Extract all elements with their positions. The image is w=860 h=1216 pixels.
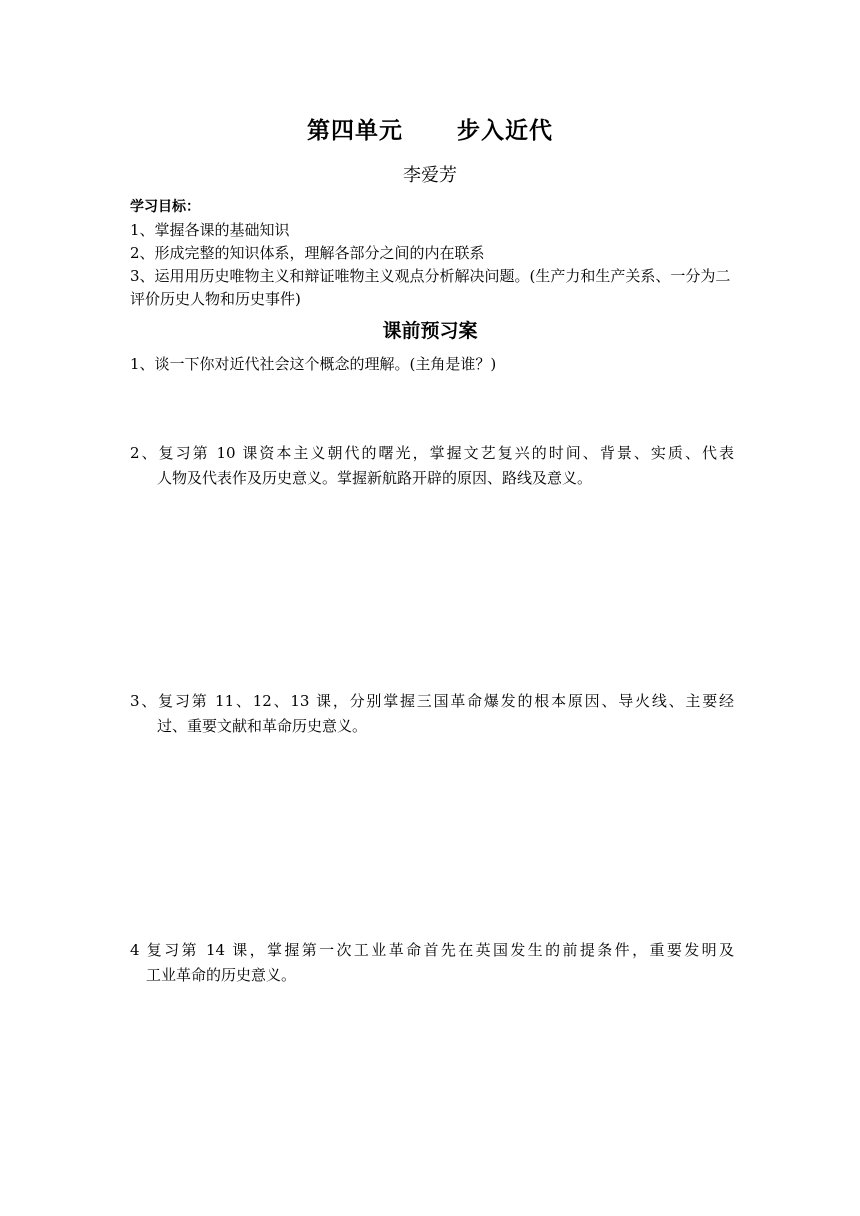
question-4 — [130, 938, 734, 988]
objective-item: 1、掌握各课的基础知识 — [130, 221, 290, 239]
preview-section-heading: 课前预习案 — [382, 320, 478, 342]
question-3-line-1: 3、复习第 11、12、13 课，分别掌握三国革命爆发的根本原因、导火线、主要经 — [130, 692, 734, 710]
question-1-text: 1、谈一下你对近代社会这个概念的理解。(主角是谁？) — [130, 355, 497, 373]
objectives-heading: 学习目标： — [130, 199, 200, 215]
objective-item: 2、形成完整的知识体系，理解各部分之间的内在联系 — [130, 244, 485, 262]
author-name: 李爱芳 — [403, 165, 457, 186]
page-title: 第四单元 步入近代 — [306, 118, 554, 144]
question-4-line-1: 4 复习第 14 课，掌握第一次工业革命首先在英国发生的前提条件，重要发明及 — [130, 941, 734, 959]
learning-objectives — [130, 196, 740, 311]
question-3-line-2: 过、重要文献和革命历史意义。 — [157, 717, 368, 735]
question-2-line-1: 2、复习第 10 课资本主义朝代的曙光，掌握文艺复兴的时间、背景、实质、代表 — [130, 444, 734, 462]
question-1 — [130, 352, 734, 377]
question-4-line-2: 工业革命的历史意义。 — [146, 966, 297, 984]
question-2 — [130, 441, 734, 491]
question-3 — [130, 689, 734, 739]
objective-item: 3、运用用历史唯物主义和辩证唯物主义观点分析解决问题。(生产力和生产关系、一分为二评价历史人物和历史事件) — [130, 267, 731, 308]
question-2-line-2: 人物及代表作及历史意义。掌握新航路开辟的原因、路线及意义。 — [157, 469, 593, 487]
